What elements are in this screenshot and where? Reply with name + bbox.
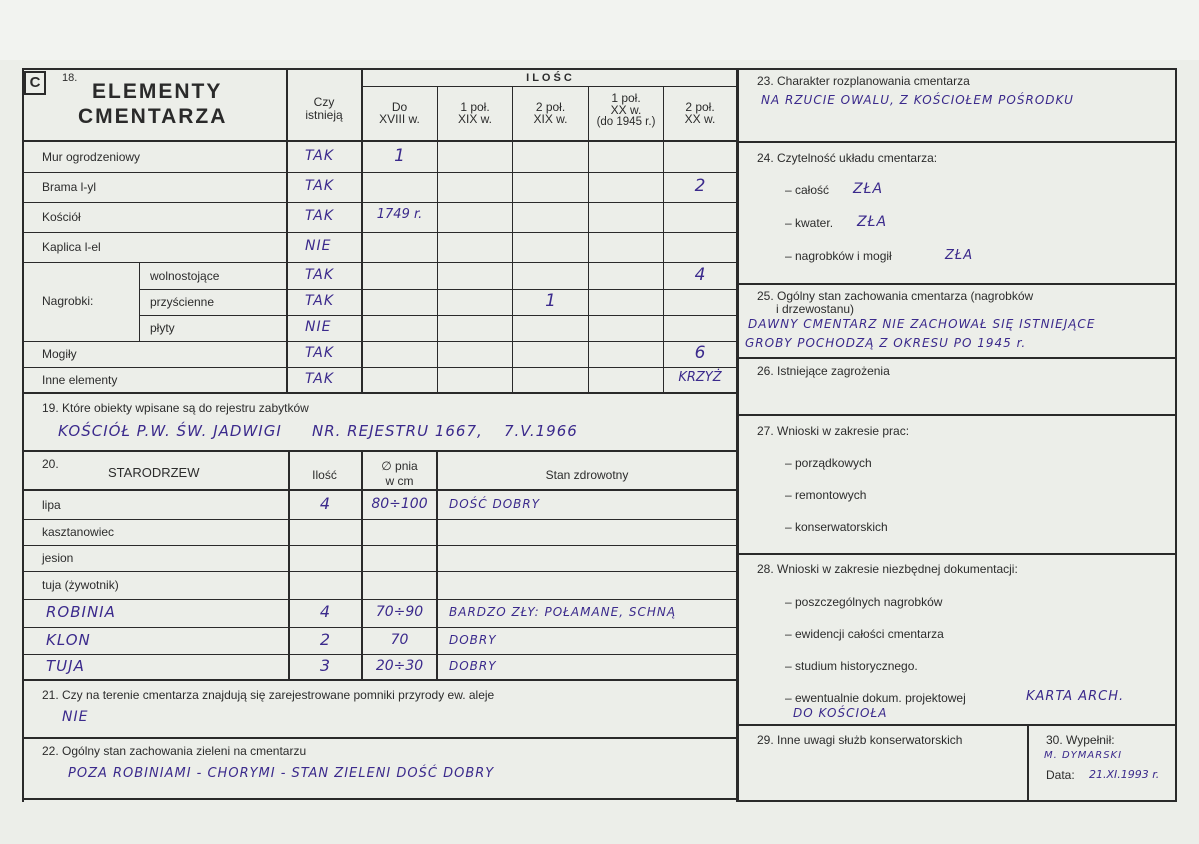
s24-value-graves: ZŁA (945, 248, 974, 263)
element-count-p1: 1749 r. (376, 207, 423, 222)
s25-label-l2: i drzewostanu) (776, 302, 855, 316)
s30-label: 30. Wypełnił: (1046, 733, 1115, 747)
tree-name: ROBINIA (46, 603, 116, 621)
s20-title: STARODRZEW (108, 465, 200, 480)
tree-row-rule (22, 571, 737, 572)
s24-bottom (739, 283, 1177, 285)
s28-label: 28. Wnioski w zakresie niezbędnej dokumentacji: (757, 562, 1018, 576)
element-label: Kaplica l-el (42, 240, 101, 254)
nagrobki-label: Nagrobki: (42, 294, 94, 308)
elements-title-line1: ELEMENTY (92, 80, 223, 103)
s28-item-graves: – poszczególnych nagrobków (785, 595, 943, 609)
tree-diameter: 20÷30 (375, 657, 424, 674)
section-21-bottom (22, 737, 737, 739)
exists-header-l2: istnieją (305, 108, 343, 122)
element-label: Brama l-yl (42, 180, 97, 194)
s21-label: 21. Czy na terenie cmentarza znajdują się zarejestrowane pomniki przyrody ew. aleje (42, 688, 495, 702)
s28-value-l2: DO KOŚCIOŁA (793, 706, 888, 720)
element-exists: TAK (305, 178, 335, 194)
section-18-bottom (22, 392, 737, 394)
tree-diameter: 70÷90 (375, 604, 424, 620)
s20-col-diam-l1: ∅ pnia (381, 459, 418, 473)
s27-item-order: – porządkowych (785, 456, 872, 470)
s24-item-quarters: – kwater. (785, 216, 834, 230)
tree-row-rule (22, 654, 737, 655)
period-header-line1: 2 poł. (535, 100, 566, 114)
element-label: Inne elementy (42, 372, 118, 387)
s20-col-count: Ilość (312, 468, 337, 482)
v-line-p4 (588, 86, 589, 393)
period-header-line2: XX w. (684, 112, 716, 126)
s23-bottom (739, 141, 1177, 143)
frame-left (22, 68, 24, 802)
tree-count: 2 (319, 629, 332, 649)
element-label: Kościół (42, 210, 81, 224)
element-label: płyty (150, 321, 175, 335)
header-bottom-rule (22, 140, 737, 142)
tree-health: BARDZO ZŁY: POŁAMANE, SCHNĄ (449, 605, 677, 619)
period-header-line1: 2 poł. (685, 100, 715, 114)
period-header-line1: 1 poł. (460, 100, 490, 114)
tree-diameter: 80÷100 (371, 496, 428, 512)
element-exists: TAK (305, 266, 335, 283)
quantity-header-rule (362, 86, 736, 87)
tree-name: tuja (żywotnik) (42, 578, 119, 592)
frame-bottom-left (22, 798, 739, 800)
s28-value-l1: KARTA ARCH. (1026, 689, 1125, 704)
v-line-p2 (437, 86, 438, 393)
s28-item-history: – studium historycznego. (785, 659, 918, 673)
tree-row-rule (22, 627, 737, 628)
tree-name: kasztanowiec (42, 525, 115, 539)
s25-value-l1: DAWNY CMENTARZ NIE ZACHOWAŁ SIĘ ISTNIEJĄCE (748, 317, 1096, 331)
element-count-p5: 4 (694, 264, 706, 285)
period-header-line1: 1 poł. (611, 91, 641, 105)
v-line-p3 (512, 86, 513, 393)
s24-item-whole: – całość (785, 183, 830, 197)
element-label: Mur ogrodzeniowy (42, 150, 141, 164)
section-19-bottom (22, 450, 737, 452)
s22-label: 22. Ogólny stan zachowania zieleni na cmentarzu (42, 744, 307, 758)
s27-item-repair: – remontowych (785, 488, 867, 502)
element-row-rule (139, 315, 737, 316)
s19-value-date: 7.V.1966 (504, 422, 578, 440)
tree-count: 4 (319, 494, 332, 513)
s26-label: 26. Istniejące zagrożenia (757, 364, 890, 378)
s28-bottom (739, 724, 1177, 726)
tree-row-rule (22, 545, 737, 546)
element-label: Mogiły (42, 347, 77, 361)
s28-item-project: – ewentualnie dokum. projektowej (785, 691, 966, 705)
s27-item-conserv: – konserwatorskich (785, 520, 888, 534)
s26-bottom (739, 414, 1177, 416)
section-18-number: 18. (62, 72, 78, 84)
element-exists: TAK (305, 293, 335, 309)
s23-value: NA RZUCIE OWALU, Z KOŚCIOŁEM POŚRODKU (761, 93, 1074, 107)
period-header-line2: XIX w. (533, 112, 568, 126)
period-header-line3: (do 1945 r.) (596, 116, 656, 128)
s24-item-graves: – nagrobków i mogił (785, 249, 892, 263)
element-count-p5: KRZYŻ (678, 369, 722, 385)
element-exists: NIE (305, 319, 332, 335)
element-count-p3: 1 (545, 291, 556, 311)
element-exists: NIE (305, 238, 332, 254)
element-row-rule (22, 232, 737, 233)
frame-right (1175, 68, 1177, 802)
s20-col-health: Stan zdrowotny (545, 468, 629, 482)
elements-title-line2: CMENTARZA (78, 105, 228, 128)
s30-date-label: Data: (1046, 768, 1075, 782)
s23-label: 23. Charakter rozplanowania cmentarza (757, 74, 970, 88)
s22-value: POZA ROBINIAMI - CHORYMI - STAN ZIELENI DOŚĆ DOBRY (68, 766, 495, 781)
element-count-p5: 2 (694, 176, 706, 196)
s19-label: 19. Które obiekty wpisane są do rejestru zabytków (42, 401, 309, 415)
element-count-p5: 6 (694, 343, 706, 363)
card-top-band (0, 0, 1199, 60)
element-row-rule (22, 172, 737, 173)
element-label: przyścienne (150, 295, 215, 309)
s27-label: 27. Wnioski w zakresie prac: (757, 424, 910, 438)
quantity-header: I L O Ś C (526, 72, 572, 84)
period-header-line1: Do (391, 100, 408, 114)
s30-name: M. DYMARSKI (1044, 750, 1123, 761)
s25-bottom (739, 357, 1177, 359)
tree-diameter: 70 (390, 631, 409, 648)
element-row-rule (22, 367, 737, 368)
s19-value-church: KOŚCIÓŁ P.W. ŚW. JADWIGI (58, 422, 282, 440)
s29-label: 29. Inne uwagi służb konserwatorskich (757, 733, 963, 747)
section-20-bottom (22, 679, 737, 681)
s29-divider (1027, 724, 1029, 802)
element-exists: TAK (305, 148, 335, 164)
period-header-line2: XIX w. (457, 112, 492, 126)
tree-name: jesion (42, 551, 74, 565)
element-exists: TAK (305, 370, 335, 387)
tree-health: DOBRY (449, 658, 497, 673)
s24-value-whole: ZŁA (853, 181, 884, 197)
tree-count: 4 (319, 602, 332, 621)
frame-top (22, 68, 1177, 70)
s30-date: 21.XI.1993 r. (1089, 768, 1160, 781)
corner-letter-box: C (24, 71, 46, 95)
exists-header-l1: Czy (313, 95, 335, 109)
tree-name: TUJA (46, 656, 85, 675)
s20-col-diam-l2: w cm (385, 474, 414, 488)
tree-name: lipa (42, 498, 61, 512)
element-row-rule (22, 202, 737, 203)
tree-name: KLON (46, 630, 91, 649)
element-row-rule (22, 262, 737, 263)
period-header-line2: XX w. (610, 103, 642, 117)
element-exists: TAK (305, 345, 335, 361)
s27-bottom (739, 553, 1177, 555)
s20-number: 20. (42, 457, 59, 471)
s25-value-l2: GROBY POCHODZĄ Z OKRESU PO 1945 r. (745, 336, 1027, 350)
nagrobki-divider (139, 262, 140, 341)
s25-label-l1: 25. Ogólny stan zachowania cmentarza (nagrobków (757, 289, 1034, 303)
element-exists: TAK (305, 208, 335, 224)
s20-v-health (436, 452, 438, 680)
s28-item-records: – ewidencji całości cmentarza (785, 627, 944, 641)
s19-value-register: NR. REJESTRU 1667, (312, 422, 483, 440)
s20-header-bottom (22, 489, 737, 491)
s24-value-quarters: ZŁA (857, 214, 888, 230)
period-header-line2: XVIII w. (379, 112, 420, 126)
tree-row-rule (22, 519, 737, 520)
column-divider (736, 68, 739, 802)
element-row-rule (139, 289, 737, 290)
s24-label: 24. Czytelność układu cmentarza: (757, 151, 938, 165)
element-label: wolnostojące (150, 268, 220, 283)
s21-value: NIE (62, 709, 89, 725)
tree-health: DOŚĆ DOBRY (449, 497, 541, 511)
element-row-rule (22, 341, 737, 342)
frame-bottom-right (739, 800, 1177, 802)
tree-row-rule (22, 599, 737, 600)
tree-health: DOBRY (449, 632, 497, 647)
element-count-p1: 1 (394, 146, 405, 166)
tree-count: 3 (319, 655, 332, 675)
